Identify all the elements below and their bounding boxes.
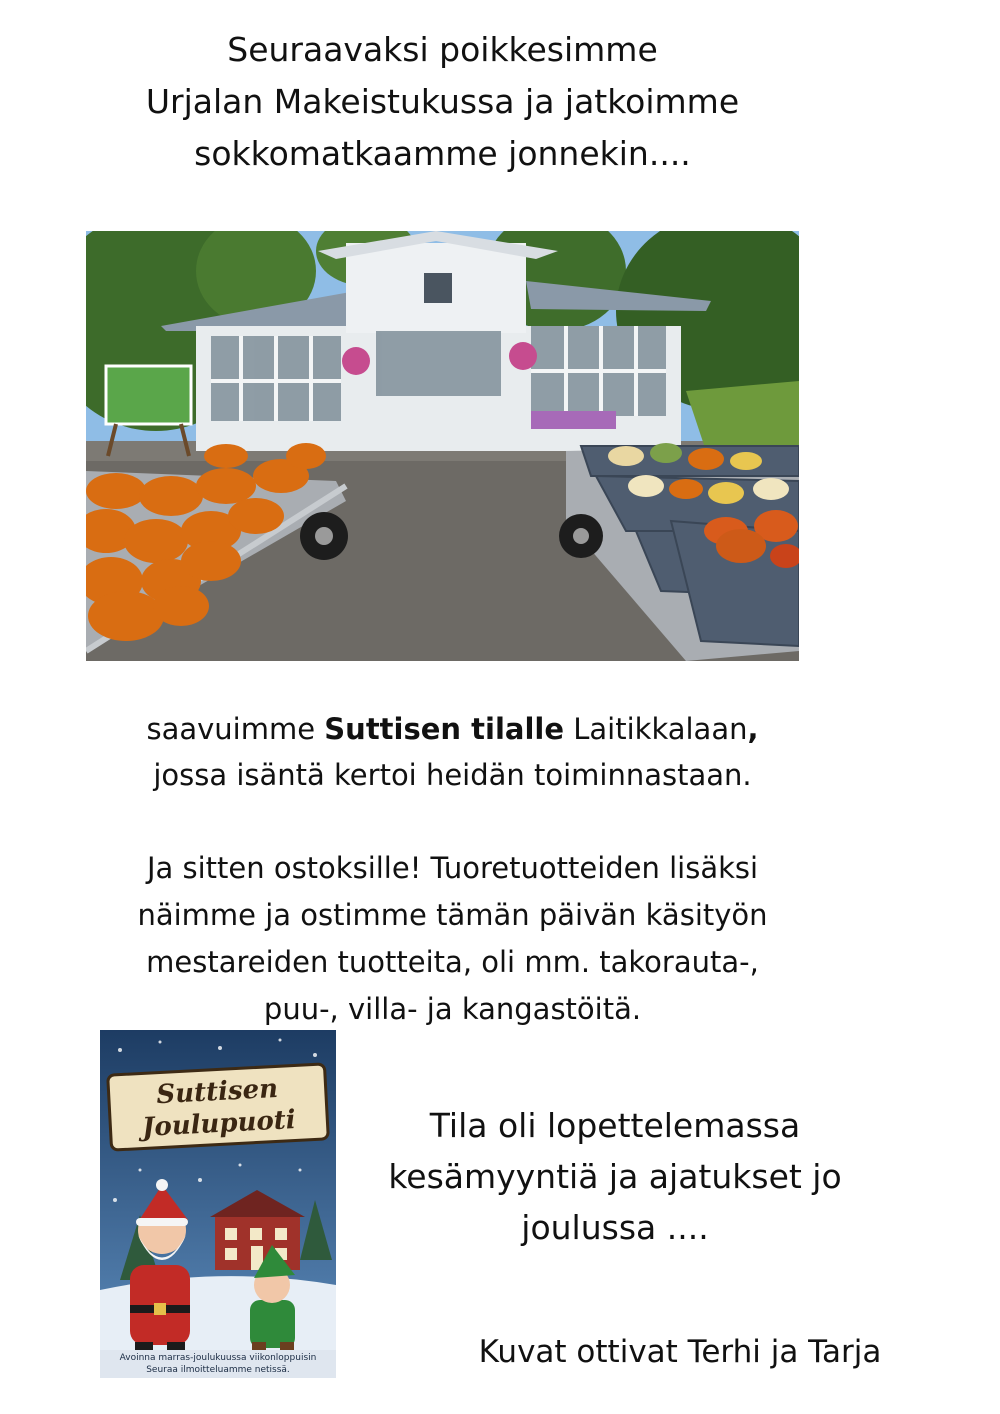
intro-line-1: Seuraavaksi poikkesimme — [227, 30, 658, 69]
arrival-line-1-start: saavuimme — [146, 712, 325, 746]
arrival-text — [80, 706, 825, 798]
poster-footer-line-1: Avoinna marras-joulukuussa viikonloppuisin — [119, 1353, 317, 1363]
intro-line-3: sokkomatkaamme jonnekin.... — [194, 134, 691, 173]
shopping-line-1: Ja sitten ostoksille! Tuoretuotteiden lisäksi — [146, 851, 759, 885]
christmas-line-1: Tila oli lopettelemassa — [429, 1106, 801, 1145]
shopping-line-2: näimme ja ostimme tämän päivän käsityön — [137, 898, 768, 932]
farm-shop-photo — [86, 231, 799, 661]
shopping-line-4: puu-, villa- ja kangastöitä. — [263, 992, 642, 1026]
christmas-shop-poster — [100, 1030, 336, 1378]
intro-text — [100, 24, 785, 180]
arrival-line-2: jossa isäntä kertoi heidän toiminnastaan. — [153, 758, 752, 792]
poster-footer-line-2: Seuraa ilmoitteluamme netissä. — [146, 1365, 290, 1375]
photo-credits: Kuvat ottivat Terhi ja Tarja — [478, 1334, 882, 1370]
poster-footer — [100, 1350, 336, 1378]
shopping-line-3: mestareiden tuotteita, oli mm. takorauta-, — [146, 945, 759, 979]
arrival-line-1-place: Laitikkalaan — [564, 712, 748, 746]
arrival-line-1 — [80, 706, 825, 752]
arrival-line-1-comma: , — [747, 712, 759, 746]
poster-title-line-2: Joulupuoti — [141, 1104, 297, 1143]
poster-title-line-1: Suttisen — [155, 1073, 279, 1111]
christmas-line-2: kesämyyntiä ja ajatukset jo — [388, 1157, 842, 1196]
shopping-text — [80, 845, 825, 1033]
intro-line-2: Urjalan Makeistukussa ja jatkoimme — [145, 82, 740, 121]
christmas-text — [375, 1100, 855, 1253]
farm-name: Suttisen tilalle — [324, 712, 565, 746]
christmas-line-3: joulussa .... — [521, 1208, 709, 1247]
poster-title — [106, 1062, 330, 1151]
